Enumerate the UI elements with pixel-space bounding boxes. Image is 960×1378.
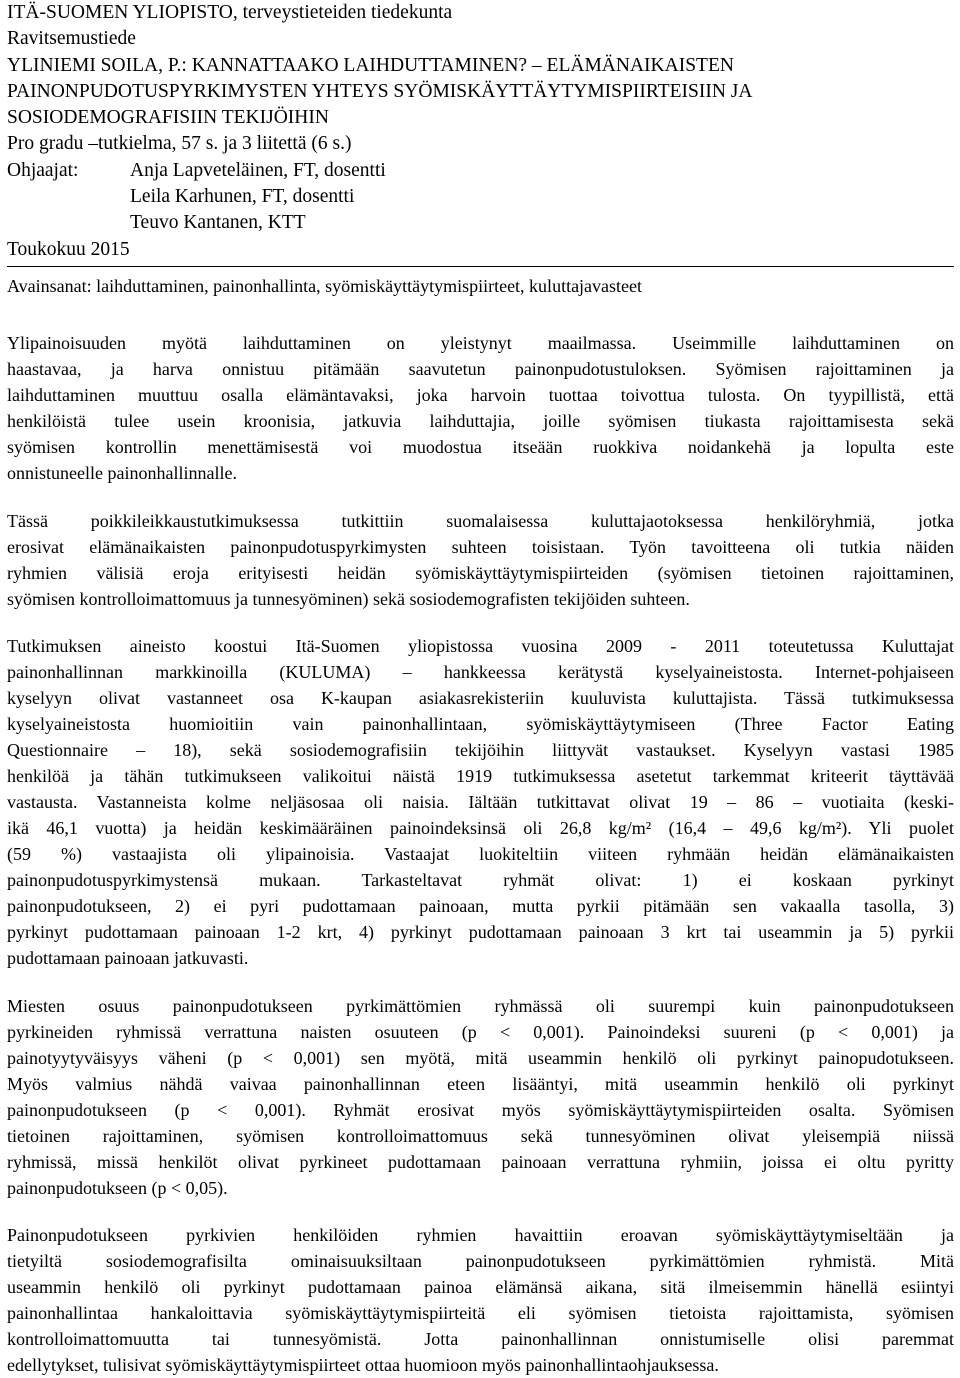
thesis-info: Pro gradu –tutkielma, 57 s. ja 3 liitettä (6 s.) [7, 133, 352, 155]
supervisors-label: Ohjaajat: [7, 159, 79, 181]
document-page [7, 0, 954, 1375]
text-line: Tutkimuksen aineisto koostui Itä-Suomen yliopistossa vuosina 2009 - 2011 toteutetussa Kuluttajat [7, 636, 954, 656]
thesis-title-line: YLINIEMI SOILA, P.: KANNATTAAKO LAIHDUTTAMINEN? – ELÄMÄNAIKAISTEN [7, 54, 734, 76]
thesis-title-line: SOSIODEMOGRAFISIIN TEKIJÖIHIN [7, 107, 329, 129]
keywords-line: Avainsanat: laihduttaminen, painonhallinta, syömiskäyttäytymispiirteet, kuluttajavasteet [7, 276, 643, 296]
text-line: painotyytyväisyys väheni (p < 0,001) sen myötä, mitä useammin henkilö oli pyrkinyt painopudotukseen. [7, 1047, 954, 1068]
text-line: tietyiltä sosiodemografisilta ominaisuuksiltaan painonpudotukseen pyrkimättömien ryhmistä. Mitä [7, 1251, 954, 1271]
abstract-paragraph [7, 993, 954, 1201]
text-line: tietoinen rajoittaminen, syömisen kontrolloimattomuus sekä tunnesyöminen olivat yleisempiä niissä [7, 1125, 954, 1146]
supervisors-row [7, 158, 954, 184]
text-line: pudottamaan painoaan jatkuvasti. [7, 948, 249, 968]
text-line: haastavaa, ja harva onnistuu pitämään saavutetun painonpudotustuloksen. Syömisen rajoittaminen ja [7, 359, 954, 379]
text-line: (59 %) vastaajista oli ylipainoisia. Vastaajat luokiteltiin viiteen ryhmään heidän elämänaikaisten [7, 844, 954, 864]
text-line: painonpudotukseen, 2) ei pyri pudottamaan painoaan, mutta pyrkii pitämään sen vakaalla tasolla, 3) [7, 896, 954, 916]
abstract-paragraph [7, 330, 954, 486]
supervisor-name: Anja Lapveteläinen, FT, dosentti [130, 159, 386, 181]
text-line: ryhmien välisiä eroja erityisesti heidän syömiskäyttäytymispiirteiden (syömisen tietoinen rajoittaminen, [7, 562, 954, 583]
university-line: ITÄ-SUOMEN YLIOPISTO, terveystieteiden tiedekunta [7, 2, 453, 23]
text-line: syömisen kontrolloimattomuus ja tunnesyöminen) sekä sosiodemografisten tekijöiden suhteen. [7, 588, 690, 609]
text-line: painonhallinnan markkinoilla (KULUMA) – hankkeessa kerätystä kyselyaineistosta. Internet-pohjaiseen [7, 662, 954, 682]
text-line: useammin henkilö oli pyrkinyt pudottamaan painoa elämänsä aikana, sitä ilmeisemmin hänellä esiintyi [7, 1277, 954, 1297]
text-line: Miesten osuus painonpudotukseen pyrkimättömien ryhmässä oli suurempi kuin painonpudotukseen [7, 995, 954, 1016]
text-line: painonpudotukseen (p < 0,05). [7, 1177, 228, 1198]
abstract-paragraph [7, 633, 954, 971]
department-line: Ravitsemustiede [7, 28, 136, 50]
text-line: vastausta. Vastanneista kolme neljäsosaa oli naisia. Iältään tutkittavat olivat 19 – 86 – vuotiaita (keski- [7, 792, 954, 812]
text-line: painonpudotukseen (p < 0,001). Ryhmät erosivat myös syömiskäyttäytymispiirteiden osalta. Syömisen [7, 1099, 954, 1120]
text-line: onnistuneelle painonhallinnalle. [7, 463, 237, 483]
abstract-paragraph [7, 1222, 954, 1378]
text-line: ryhmissä, missä henkilöt olivat pyrkineet pudottamaan painoaan verrattuna ryhmiin, joissa ei oltu pyritty [7, 1151, 954, 1172]
text-line: Questionnaire – 18), sekä sosiodemografisiin tekijöihin liittyvät vastaukset. Kyselyyn vastasi 1985 [7, 740, 954, 760]
abstract-body [7, 330, 954, 1378]
supervisor-name: Leila Karhunen, FT, dosentti [130, 186, 355, 208]
text-line: henkilöä ja tähän tutkimukseen valikoitui näistä 1919 tutkimuksessa asetetut tarkemmat kriteerit täyttävää [7, 766, 954, 786]
text-line: Tässä poikkileikkaustutkimuksessa tutkittiin suomalaisessa kuluttajaotoksessa henkilöryhmiä, jotka [7, 510, 954, 531]
text-line: painonhallintaa hankaloittavia syömiskäyttäytymispiirteitä eli syömisen tietoista rajoittamista, syömisen [7, 1303, 954, 1323]
text-line: edellytykset, tulisivat syömiskäyttäytymispiirteet ottaa huomioon myös painonhallintaohjauksessa. [7, 1355, 719, 1375]
abstract-paragraph [7, 508, 954, 612]
document-header [7, 0, 954, 263]
text-line: Myös valmius nähdä vaivaa painonhallinnan eteen lisääntyi, mitä useammin henkilö oli pyrkinyt [7, 1073, 954, 1094]
header-divider [7, 266, 954, 267]
text-line: pyrkinyt pudottamaan painoaan 1-2 krt, 4) pyrkinyt pudottamaan painoaan 3 krt tai useammin ja 5) pyrkii [7, 922, 954, 942]
text-line: Painonpudotukseen pyrkivien henkilöiden ryhmien havaittiin eroavan syömiskäyttäytymiseltään ja [7, 1225, 954, 1245]
text-line: henkilöistä tulee usein kroonisia, jatkuvia laihduttajia, joille syömisen tiukasta rajoittamisesta sekä [7, 411, 954, 431]
text-line: ikä 46,1 vuotta) ja heidän keskimääräinen painoindeksinsä oli 26,8 kg/m² (16,4 – 49,6 kg/m²). Yli puolet [7, 818, 954, 838]
text-line: syömisen kontrollin menettämisestä voi muodostua itseään ruokkiva noidankehä ja lopulta este [7, 437, 954, 457]
supervisor-name: Teuvo Kantanen, KTT [130, 212, 306, 234]
text-line: erosivat elämänaikaisten painonpudotuspyrkimysten suhteen toisistaan. Työn tavoitteena oli tutkia näiden [7, 536, 954, 557]
thesis-title-line: PAINONPUDOTUSPYRKIMYSTEN YHTEYS SYÖMISKÄYTTÄYTYMISPIIRTEISIIN JA [7, 80, 753, 102]
text-line: laihduttaminen muuttuu osalla elämäntavaksi, joka harvoin tuottaa toivottua tulosta. On tyypillistä, että [7, 385, 954, 405]
text-line: kontrolloimattomuutta tai tunnesyömistä. Jotta painonhallinnan onnistumiselle olisi paremmat [7, 1329, 954, 1349]
date-line: Toukokuu 2015 [7, 238, 130, 260]
text-line: pyrkineiden ryhmissä verrattuna naisten osuuteen (p < 0,001). Painoindeksi suureni (p < 0,001) ja [7, 1021, 954, 1042]
text-line: kyselyaineistosta huomioitiin vain painonhallintaan, syömiskäyttäytymiseen (Three Factor Eating [7, 714, 954, 734]
text-line: kyselyyn olivat vastanneet osa K-kaupan asiakasrekisteriin kuuluvista kuluttajista. Tässä tutkimuksessa [7, 688, 954, 708]
text-line: painonpudotuspyrkimystensä mukaan. Tarkasteltavat ryhmät olivat: 1) ei koskaan pyrkinyt [7, 870, 954, 890]
text-line: Ylipainoisuuden myötä laihduttaminen on yleistynyt maailmassa. Useimmille laihduttaminen on [7, 333, 954, 353]
